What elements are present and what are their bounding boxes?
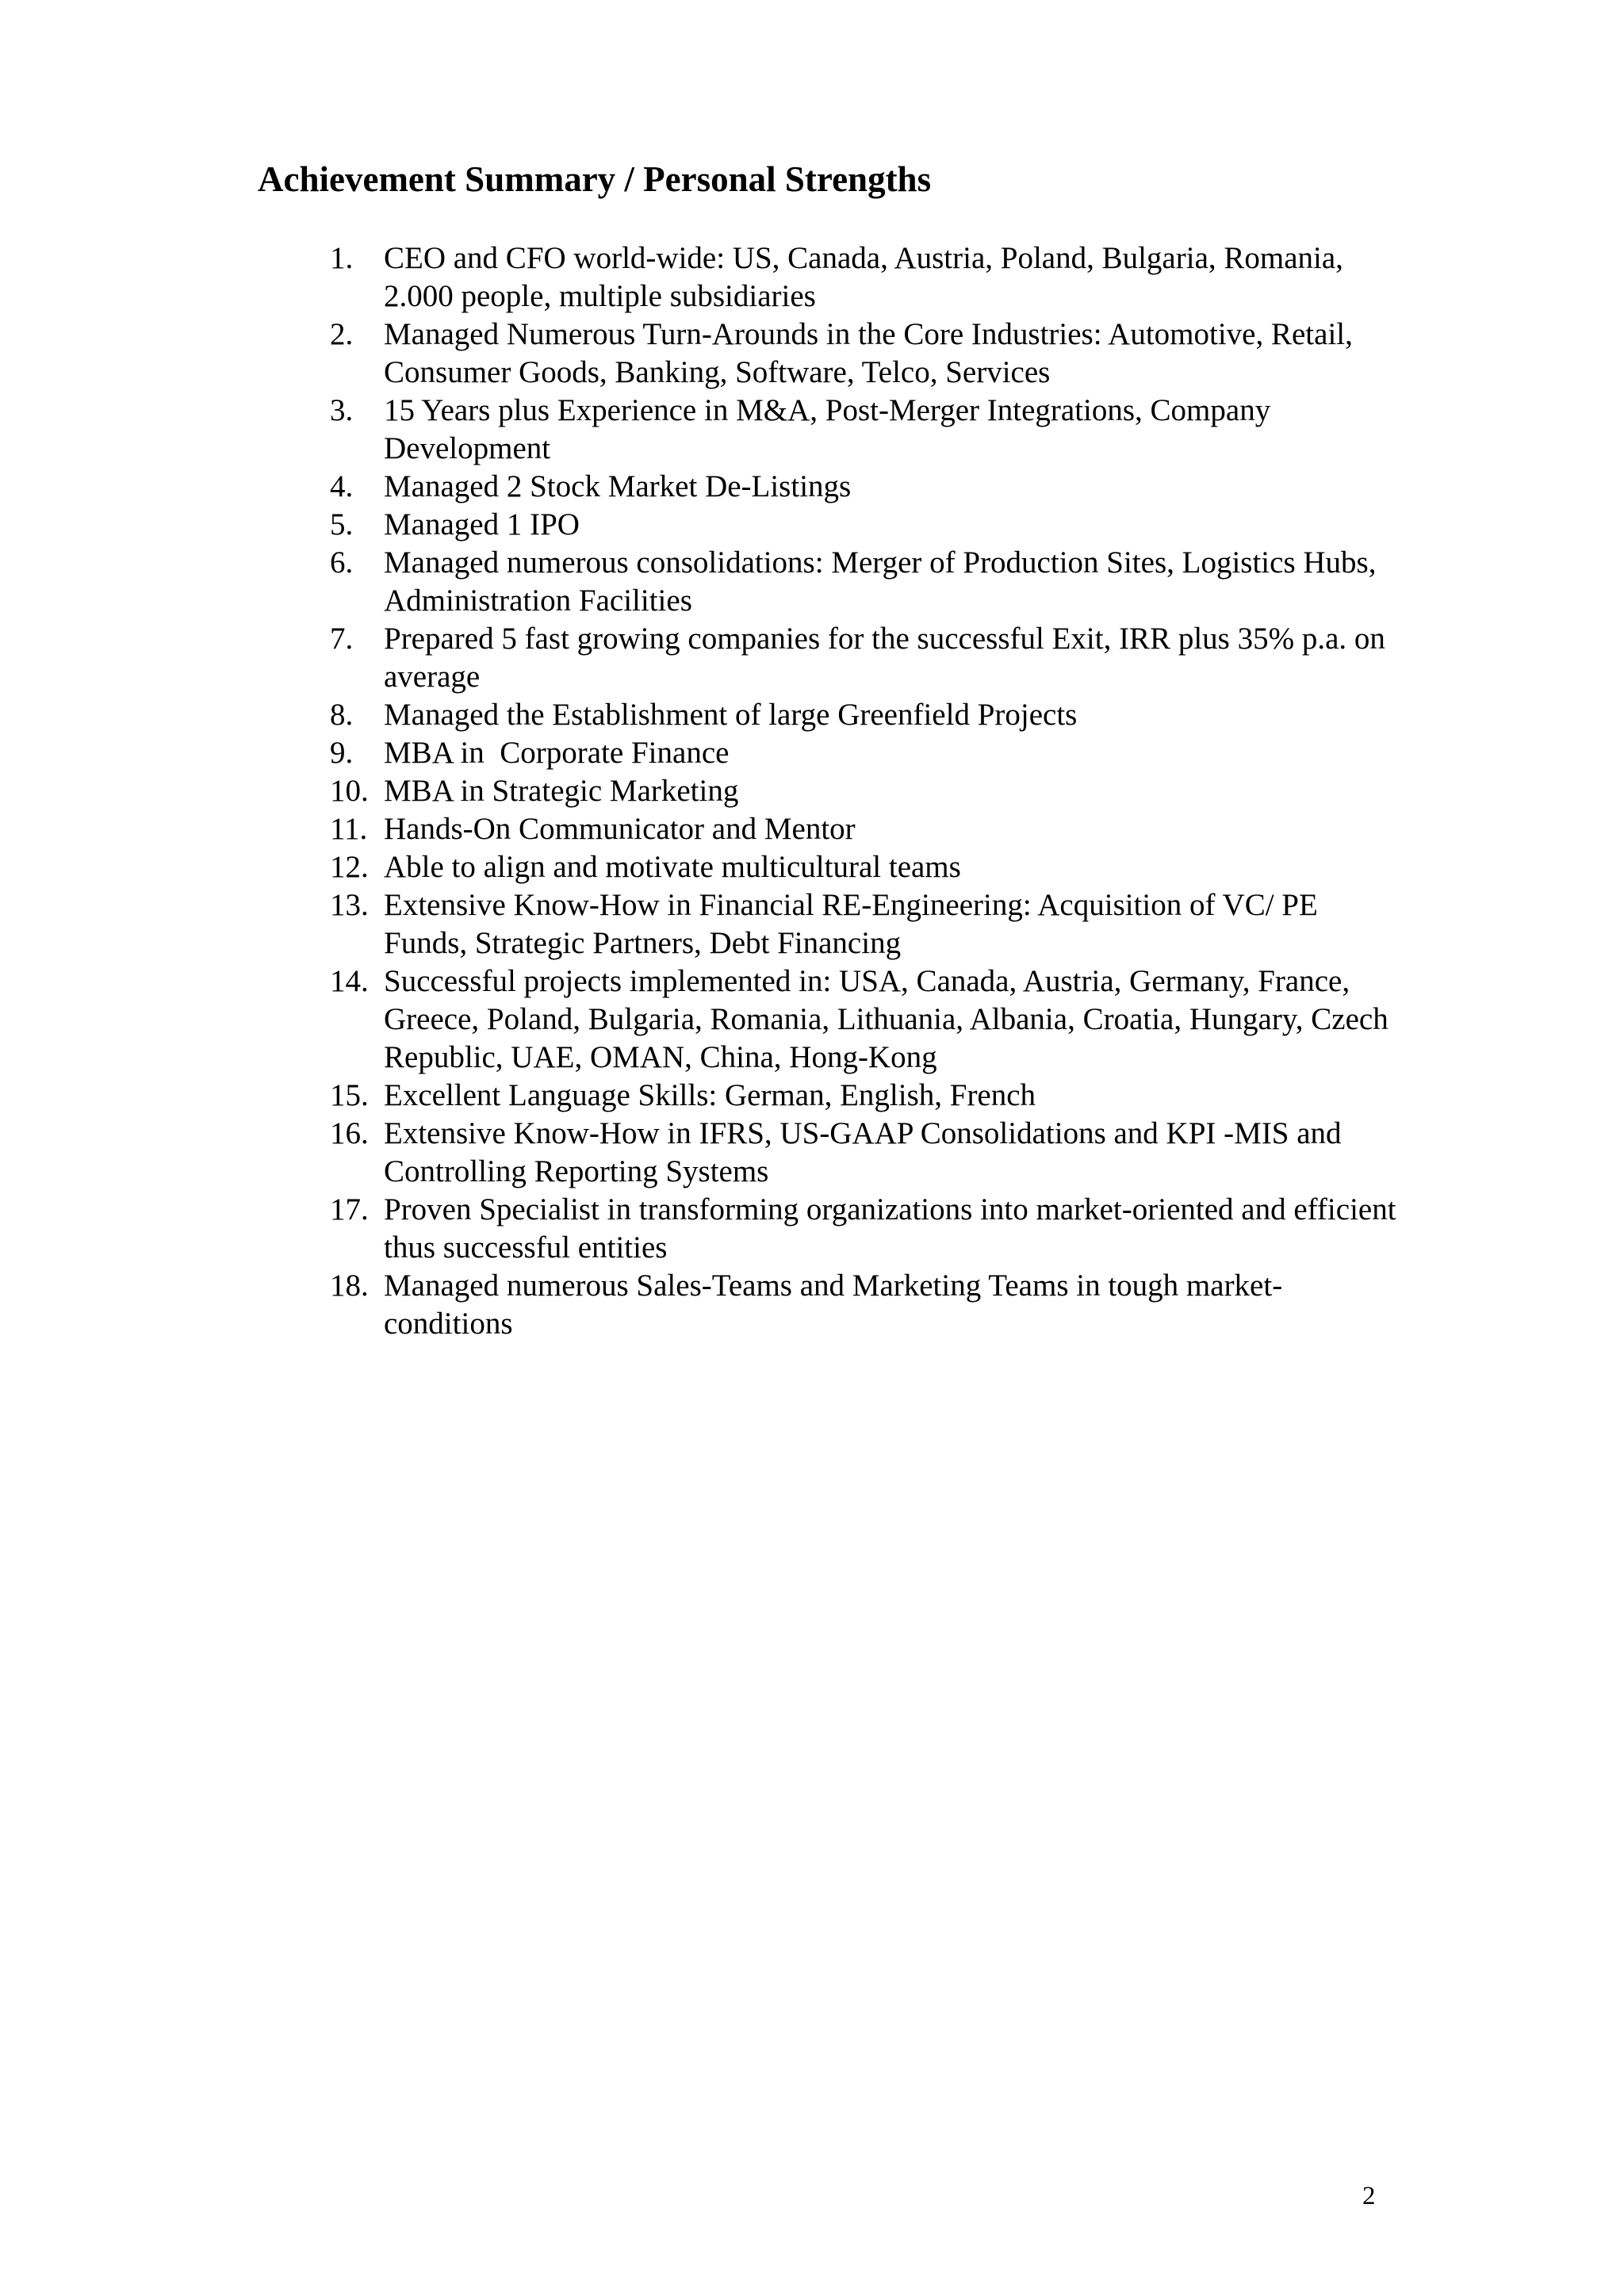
list-item-number: 17. <box>330 1192 369 1226</box>
list-item <box>330 848 1408 886</box>
list-item <box>330 468 1408 506</box>
list-item <box>330 544 1408 620</box>
list-item-number: 16. <box>330 1116 369 1150</box>
list-item <box>330 1115 1408 1191</box>
list-item-text: 15 Years plus Experience in M&A, Post-Merger Integrations, Company Development <box>384 393 1271 465</box>
list-item-text: MBA in Strategic Marketing <box>384 774 739 808</box>
list-item-number: 14. <box>330 964 369 998</box>
list-item <box>330 1191 1408 1267</box>
list-item-number: 8. <box>330 698 354 732</box>
list-item-text: Excellent Language Skills: German, English, French <box>384 1078 1036 1112</box>
list-item-number: 6. <box>330 545 354 580</box>
list-item-number: 15. <box>330 1078 369 1112</box>
list-item <box>330 886 1408 962</box>
list-item-number: 13. <box>330 888 369 922</box>
list-item-number: 1. <box>330 241 354 275</box>
list-item-text: Managed numerous consolidations: Merger of Production Sites, Logistics Hubs, Administration Facilities <box>384 545 1377 618</box>
list-item <box>330 506 1408 544</box>
list-item-text: Managed numerous Sales-Teams and Marketing Teams in tough market-conditions <box>384 1269 1283 1341</box>
list-item-text: Managed the Establishment of large Greenfield Projects <box>384 698 1078 732</box>
list-item <box>330 239 1408 316</box>
list-item-text: Successful projects implemented in: USA, Canada, Austria, Germany, France, Greece, Poland, Bulgaria, Romania, Lithuania, Albania, Croatia, Hungary, Czech Republic, UAE, OMAN, China, Hong-Kong <box>384 964 1388 1074</box>
list-item <box>330 1077 1408 1115</box>
list-item-number: 7. <box>330 622 354 656</box>
list-item-text: Managed 2 Stock Market De-Listings <box>384 469 852 503</box>
list-item-text: Extensive Know-How in IFRS, US-GAAP Consolidations and KPI -MIS and Controlling Reporting Systems <box>384 1116 1342 1188</box>
achievement-list <box>330 239 1408 1343</box>
page-title: Achievement Summary / Personal Strengths <box>258 159 932 199</box>
list-item <box>330 392 1408 468</box>
list-item-text: Hands-On Communicator and Mentor <box>384 812 856 846</box>
page-number: 2 <box>1362 2182 1376 2210</box>
list-item-text: MBA in Corporate Finance <box>384 736 730 770</box>
list-item <box>330 316 1408 392</box>
list-item-text: Prepared 5 fast growing companies for the successful Exit, IRR plus 35% p.a. on average <box>384 622 1385 694</box>
list-item <box>330 734 1408 772</box>
list-item <box>330 620 1408 696</box>
list-item-text: Able to align and motivate multicultural teams <box>384 850 961 884</box>
list-item-text: Extensive Know-How in Financial RE-Engineering: Acquisition of VC/ PE Funds, Strategic Partners, Debt Financing <box>384 888 1318 960</box>
list-item-text: Managed Numerous Turn-Arounds in the Core Industries: Automotive, Retail, Consumer Goods, Banking, Software, Telco, Services <box>384 317 1353 389</box>
list-item-number: 9. <box>330 736 354 770</box>
list-item-number: 10. <box>330 774 369 808</box>
list-item <box>330 772 1408 810</box>
list-item-text: Managed 1 IPO <box>384 507 580 541</box>
list-item <box>330 696 1408 734</box>
list-item-number: 11. <box>330 812 368 846</box>
list-item-text: Proven Specialist in transforming organizations into market-oriented and efficient thus successful entities <box>384 1192 1396 1265</box>
list-item <box>330 810 1408 848</box>
list-item-number: 4. <box>330 469 354 503</box>
list-item-number: 12. <box>330 850 369 884</box>
list-item-number: 5. <box>330 507 354 541</box>
list-item <box>330 1267 1408 1343</box>
list-item-text: CEO and CFO world-wide: US, Canada, Austria, Poland, Bulgaria, Romania, 2.000 people, multiple subsidiaries <box>384 241 1343 313</box>
list-item-number: 3. <box>330 393 354 427</box>
list-item-number: 2. <box>330 317 354 351</box>
list-item <box>330 962 1408 1077</box>
list-item-number: 18. <box>330 1269 369 1303</box>
